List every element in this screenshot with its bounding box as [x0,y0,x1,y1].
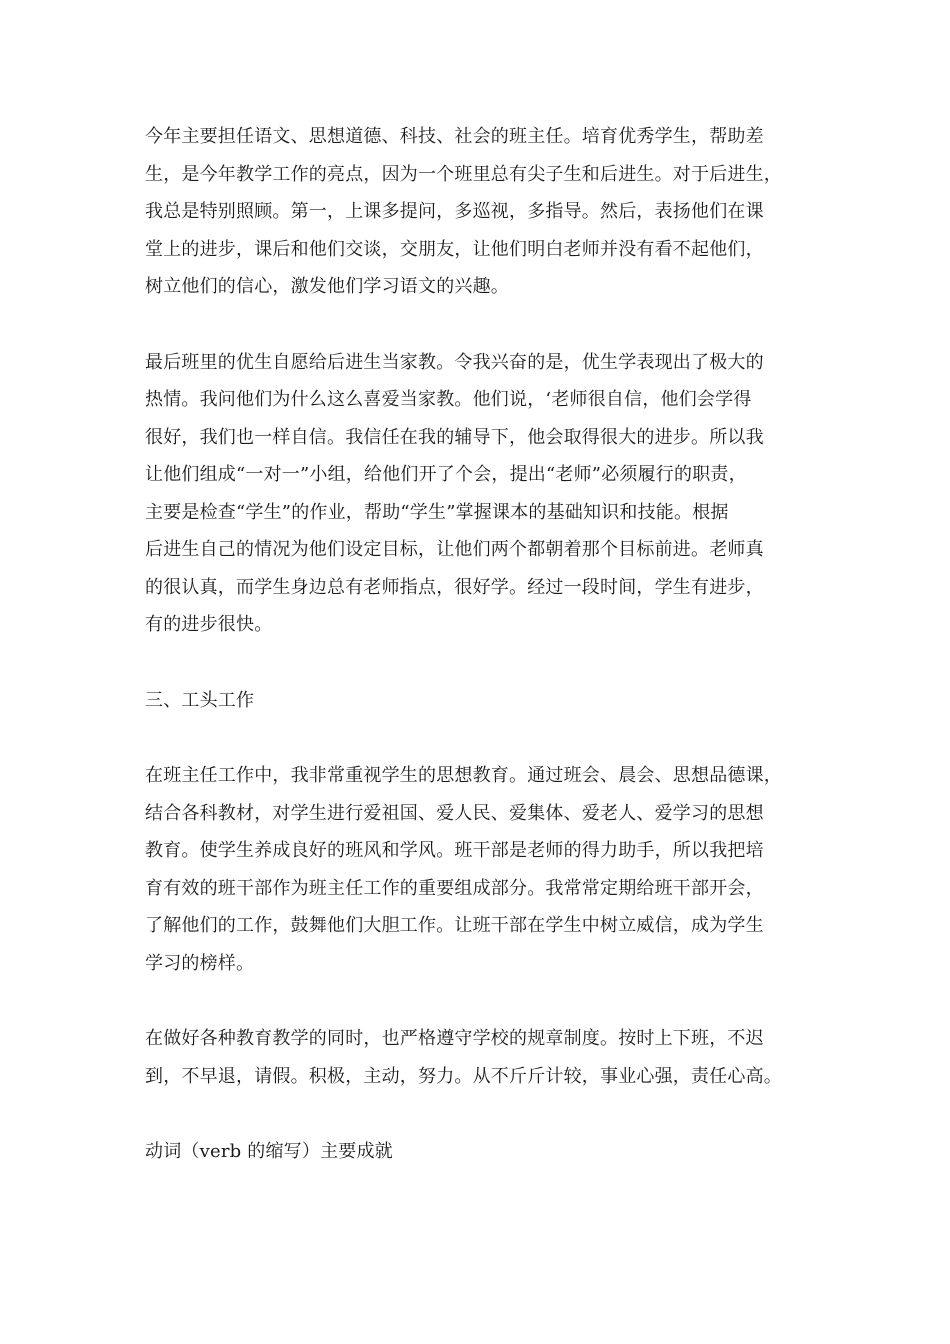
text-line: 很好，我们也一样自信。我信任在我的辅导下，他会取得很大的进步。所以我 [145,426,764,448]
text-line: 后进生自己的情况为他们设定目标，让他们两个都朝着那个目标前进。老师真 [145,539,764,560]
section-heading [145,682,815,720]
text-line: 了解他们的工作，鼓舞他们大胆工作。让班干部在学生中树立威信，成为学生 [145,915,764,936]
text-line: 育有效的班干部作为班主任工作的重要组成部分。我常常定期给班干部开会， [145,877,764,899]
text-line: 堂上的进步，课后和他们交谈，交朋友，让他们明白老师并没有看不起他们， [145,238,764,260]
heading-text: 动词（verb 的缩写）主要成就 [145,1141,393,1162]
text-line: 教育。使学生养成良好的班风和学风。班干部是老师的得力助手，所以我把培 [145,840,764,861]
text-line: 主要是检查“学生”的作业，帮助“学生”掌握课本的基础知识和技能。根据 [145,501,729,523]
text-line: 生，是今年教学工作的亮点，因为一个班里总有尖子生和后进生。对于后进生， [145,163,782,185]
text-line: 在做好各种教育教学的同时，也严格遵守学校的规章制度。按时上下班，不迟 [145,1028,764,1049]
text-line: 最后班里的优生自愿给后进生当家教。令我兴奋的是，优生学表现出了极大的 [145,351,764,373]
paragraph [145,118,815,306]
paragraph [145,757,815,982]
heading-text: 三、工头工作 [145,689,255,711]
text-line: 让他们组成“一对一”小组，给他们开了个会，提出“老师”必须履行的职责， [145,464,747,485]
text-line: 结合各科教材，对学生进行爱祖国、爱人民、爱集体、爱老人、爱学习的思想 [145,802,764,824]
text-line: 的很认真，而学生身边总有老师指点，很好学。经过一段时间，学生有进步， [145,576,764,598]
paragraph [145,1020,815,1095]
text-line: 热情。我问他们为什么这么喜爱当家教。他们说，‘老师很自信，他们会学得 [145,389,752,410]
document-body [145,118,815,1209]
text-line: 今年主要担任语文、思想道德、科技、社会的班主任。培育优秀学生，帮助差 [145,126,764,147]
text-line: 我总是特别照顾。第一，上课多提问，多巡视，多指导。然后，表扬他们在课 [145,201,764,222]
paragraph [145,344,815,644]
text-line: 有的进步很快。 [145,614,273,635]
text-line: 在班主任工作中，我非常重视学生的思想教育。通过班会、晨会、思想品德课， [145,765,782,786]
section-heading [145,1133,815,1171]
text-line: 学习的榜样。 [145,952,255,974]
text-line: 到，不早退，请假。积极，主动，努力。从不斤斤计较，事业心强，责任心高。 [145,1065,782,1087]
text-line: 树立他们的信心，激发他们学习语文的兴趣。 [145,276,509,297]
